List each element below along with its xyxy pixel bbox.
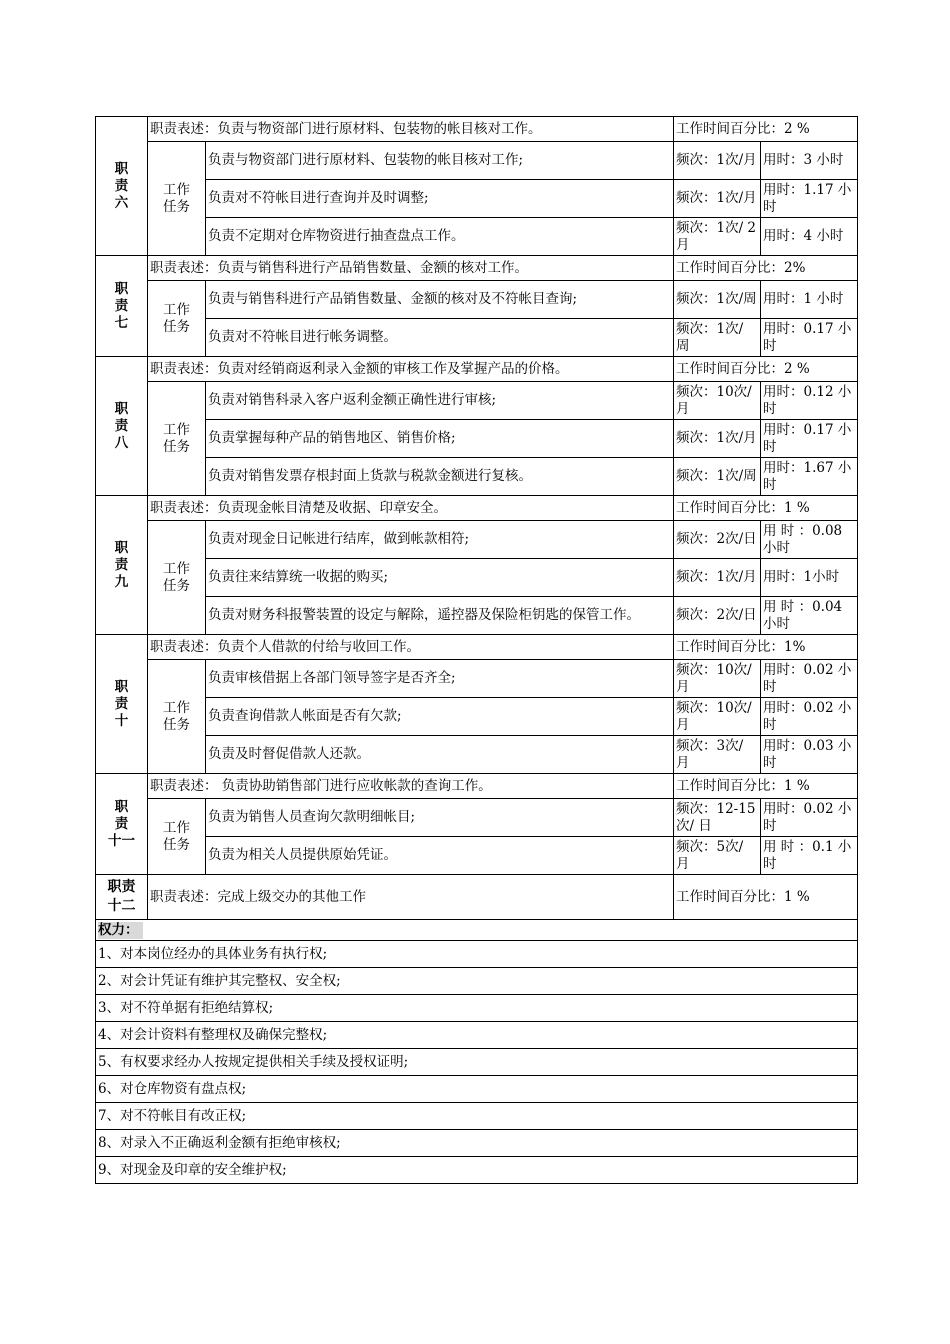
rights-item: 7、对不符帐目有改正权;	[96, 1103, 858, 1130]
time-percentage: 工作时间百分比：1 %	[674, 774, 858, 799]
duty-description-row	[96, 496, 858, 521]
task-frequency: 频次：1次/月	[674, 142, 761, 180]
duty-title: 职 责 七	[96, 256, 148, 357]
task-frequency: 频次：10次/月	[674, 660, 761, 698]
task-text: 负责对现金日记帐进行结库，做到帐款相符;	[206, 521, 674, 559]
task-duration: 用时：0.17 小时	[761, 420, 858, 458]
duty-12-section	[96, 875, 858, 920]
rights-row	[96, 1103, 858, 1130]
task-duration: 用时：1.17 小时	[761, 180, 858, 218]
duty-description-row	[96, 357, 858, 382]
task-row	[96, 319, 858, 357]
task-duration: 用 时 ：0.1 小时	[761, 837, 858, 875]
task-text: 负责不定期对仓库物资进行抽查盘点工作。	[206, 218, 674, 256]
task-text: 负责对财务科报警装置的设定与解除，遥控器及保险柜钥匙的保管工作。	[206, 597, 674, 635]
task-frequency: 频次：1次/月	[674, 559, 761, 597]
task-frequency: 频次：3次/ 月	[674, 736, 761, 774]
duty-title: 职 责 九	[96, 496, 148, 635]
duties-table	[95, 116, 858, 1184]
task-row	[96, 180, 858, 218]
task-label: 工作 任务	[148, 660, 206, 774]
rights-row	[96, 968, 858, 995]
rights-item: 2、对会计凭证有维护其完整权、安全权;	[96, 968, 858, 995]
duty-title: 职 责 六	[96, 117, 148, 256]
time-percentage: 工作时间百分比：2%	[674, 256, 858, 281]
rights-item: 9、对现金及印章的安全维护权;	[96, 1157, 858, 1184]
task-duration: 用时：0.02 小时	[761, 799, 858, 837]
task-duration: 用时：0.17 小时	[761, 319, 858, 357]
duty-description: 职责表述： 负责协助销售部门进行应收帐款的查询工作。	[148, 774, 674, 799]
task-duration: 用时：0.02 小时	[761, 660, 858, 698]
task-frequency: 频次：10次/月	[674, 382, 761, 420]
duty-description-row	[96, 635, 858, 660]
rights-row	[96, 1049, 858, 1076]
task-frequency: 频次：1次/月	[674, 180, 761, 218]
duty-title: 职 责 十	[96, 635, 148, 774]
task-duration: 用 时 ：0.04小时	[761, 597, 858, 635]
rights-item: 8、对录入不正确返利金额有拒绝审核权;	[96, 1130, 858, 1157]
rights-item: 5、有权要求经办人按规定提供相关手续及授权证明;	[96, 1049, 858, 1076]
duty-description-row	[96, 774, 858, 799]
rights-section	[96, 920, 858, 1184]
task-row	[96, 837, 858, 875]
duty-description-row	[96, 117, 858, 142]
task-frequency: 频次：1次/ 周	[674, 319, 761, 357]
task-row	[96, 142, 858, 180]
task-text: 负责对不符帐目进行查询并及时调整;	[206, 180, 674, 218]
task-label: 工作 任务	[148, 142, 206, 256]
task-text: 负责为相关人员提供原始凭证。	[206, 837, 674, 875]
time-percentage: 工作时间百分比：1%	[674, 635, 858, 660]
duty-title: 职责 十二	[96, 875, 148, 920]
task-frequency: 频次：5次/ 月	[674, 837, 761, 875]
task-duration: 用时：0.02 小时	[761, 698, 858, 736]
task-text: 负责掌握每种产品的销售地区、销售价格;	[206, 420, 674, 458]
task-row	[96, 458, 858, 496]
task-frequency: 频次：2次/日	[674, 521, 761, 559]
task-row	[96, 382, 858, 420]
rights-item: 6、对仓库物资有盘点权;	[96, 1076, 858, 1103]
duty-title: 职 责 十一	[96, 774, 148, 875]
task-duration: 用时：1小时	[761, 559, 858, 597]
task-label: 工作 任务	[148, 382, 206, 496]
task-label: 工作 任务	[148, 521, 206, 635]
task-row	[96, 660, 858, 698]
task-frequency: 频次：10次/ 月	[674, 698, 761, 736]
task-frequency: 频次：12-15次/ 日	[674, 799, 761, 837]
task-text: 负责对销售发票存根封面上货款与税款金额进行复核。	[206, 458, 674, 496]
task-label: 工作 任务	[148, 799, 206, 875]
rights-item: 4、对会计资料有整理权及确保完整权;	[96, 1022, 858, 1049]
task-row	[96, 420, 858, 458]
task-text: 负责对不符帐目进行帐务调整。	[206, 319, 674, 357]
task-row	[96, 559, 858, 597]
task-frequency: 频次：2次/日	[674, 597, 761, 635]
duty-description: 职责表述：负责个人借款的付给与收回工作。	[148, 635, 674, 660]
task-row	[96, 799, 858, 837]
task-row	[96, 521, 858, 559]
duty-description: 职责表述：负责对经销商返利录入金额的审核工作及掌握产品的价格。	[148, 357, 674, 382]
rights-item: 3、对不符单据有拒绝结算权;	[96, 995, 858, 1022]
task-duration: 用时：1 小时	[761, 281, 858, 319]
task-duration: 用 时 ：0.08小时	[761, 521, 858, 559]
task-text: 负责对销售科录入客户返利金额正确性进行审核;	[206, 382, 674, 420]
task-text: 负责为销售人员查询欠款明细帐目;	[206, 799, 674, 837]
rights-row	[96, 1022, 858, 1049]
task-frequency: 频次：1次/周	[674, 458, 761, 496]
task-text: 负责查询借款人帐面是否有欠款;	[206, 698, 674, 736]
rights-row	[96, 941, 858, 968]
task-duration: 用时：1.67 小时	[761, 458, 858, 496]
rights-heading-cell	[96, 920, 858, 941]
rights-row	[96, 1157, 858, 1184]
duties-body	[96, 117, 858, 875]
task-text: 负责与销售科进行产品销售数量、金额的核对及不符帐目查询;	[206, 281, 674, 319]
duty-description-row	[96, 256, 858, 281]
time-percentage: 工作时间百分比：1 %	[674, 496, 858, 521]
rights-row	[96, 1076, 858, 1103]
task-text: 负责及时督促借款人还款。	[206, 736, 674, 774]
rights-row	[96, 1130, 858, 1157]
time-percentage: 工作时间百分比：1 %	[674, 875, 858, 920]
task-row	[96, 698, 858, 736]
task-frequency: 频次：1次/ 2月	[674, 218, 761, 256]
duty-description: 职责表述：完成上级交办的其他工作	[148, 875, 674, 920]
duty-description: 职责表述：负责与销售科进行产品销售数量、金额的核对工作。	[148, 256, 674, 281]
duty-description: 职责表述：负责现金帐目清楚及收据、印章安全。	[148, 496, 674, 521]
rights-heading: 权力：	[98, 922, 143, 939]
task-duration: 用时：0.03 小时	[761, 736, 858, 774]
task-text: 负责审核借据上各部门领导签字是否齐全;	[206, 660, 674, 698]
task-label: 工作 任务	[148, 281, 206, 357]
time-percentage: 工作时间百分比：2 %	[674, 357, 858, 382]
task-frequency: 频次：1次/周	[674, 281, 761, 319]
rights-row	[96, 995, 858, 1022]
duty-title: 职 责 八	[96, 357, 148, 496]
task-row	[96, 597, 858, 635]
job-description-sheet	[95, 116, 857, 1184]
task-text: 负责往来结算统一收据的购买;	[206, 559, 674, 597]
duty-description: 职责表述：负责与物资部门进行原材料、包装物的帐目核对工作。	[148, 117, 674, 142]
task-row	[96, 218, 858, 256]
task-duration: 用时：3 小时	[761, 142, 858, 180]
task-duration: 用时：0.12 小时	[761, 382, 858, 420]
task-row	[96, 736, 858, 774]
rights-item: 1、对本岗位经办的具体业务有执行权;	[96, 941, 858, 968]
task-duration: 用时：4 小时	[761, 218, 858, 256]
task-text: 负责与物资部门进行原材料、包装物的帐目核对工作;	[206, 142, 674, 180]
time-percentage: 工作时间百分比：2 %	[674, 117, 858, 142]
task-row	[96, 281, 858, 319]
task-frequency: 频次：1次/月	[674, 420, 761, 458]
